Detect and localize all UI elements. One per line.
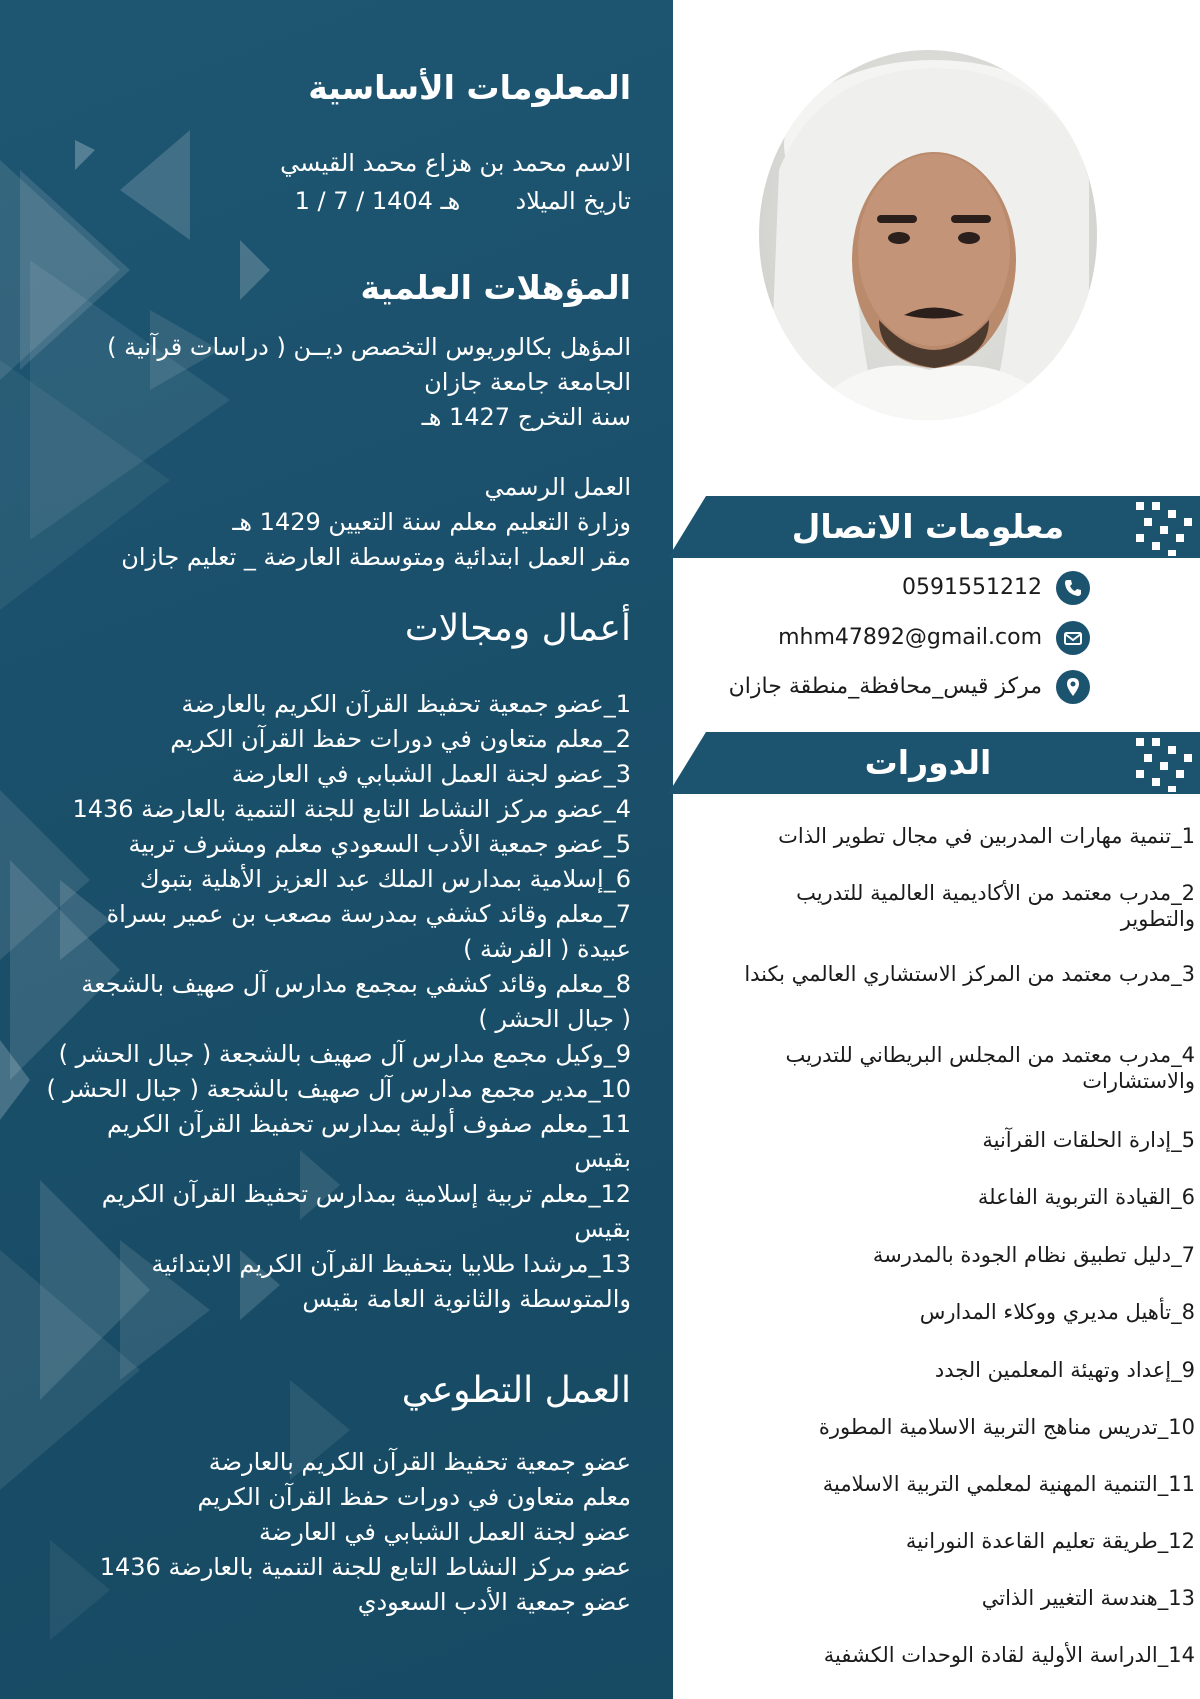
works-item: عبيدة ( الفرشة ) [463,935,631,963]
phone-icon [1056,571,1090,605]
volunteer-heading: العمل التطوعي [401,1370,631,1411]
course-item: 4_مدرب معتمد من المجلس البريطاني للتدريب والاستشارات [785,1043,1195,1093]
course-item: 11_التنمية المهنية لمعلمي التربية الاسلامية [822,1472,1195,1496]
profile-photo [759,50,1097,420]
course-item: 5_إدارة الحلقات القرآنية [982,1128,1195,1152]
location-icon [1056,670,1090,704]
course-item: 3_مدرب معتمد من المركز الاستشاري العالمي بكندا [744,962,1195,986]
right-panel [673,0,1200,1699]
works-heading: أعمال ومجالات [404,608,631,649]
basic-info-heading: المعلومات الأساسية [308,68,631,107]
email-icon [1056,621,1090,655]
qualification-line: المؤهل بكالوريوس التخصص ديــن ( دراسات قرآنية ) [107,333,631,361]
official-work-line: مقر العمل ابتدائية ومتوسطة العارضة _ تعليم جازان [121,543,631,571]
course-item: 10_تدريس مناهج التربية الاسلامية المطورة [818,1415,1195,1439]
qualifications-heading: المؤهلات العلمية [360,268,631,307]
courses-banner [668,732,1200,794]
volunteer-item: عضو مركز النشاط التابع للجنة التنمية بالعارضة 1436 [99,1553,631,1581]
volunteer-item: عضو لجنة العمل الشبابي في العارضة [258,1518,631,1546]
address-text: مركز قيس_محافظة_منطقة جازان [728,674,1042,699]
works-item: 10_مدير مجمع مدارس آل صهيف بالشجعة ( جبال الحشر ) [46,1075,631,1103]
email-text[interactable]: mhm47892@gmail.com [778,625,1042,650]
course-item: 6_القيادة التربوية الفاعلة [977,1185,1195,1209]
qualification-line: الجامعة جامعة جازان [424,368,631,396]
course-item: 9_إعداد وتهيئة المعلمين الجدد [934,1358,1195,1382]
works-item: 8_معلم وقائد كشفي بمجمع مدارس آل صهيف بالشجعة [81,970,631,998]
works-item: 6_إسلامية بمدارس الملك عبد العزيز الأهلية بتبوك [139,865,631,893]
works-item: 5_عضو جمعية الأدب السعودي معلم ومشرف تربية [128,830,631,858]
course-item: 13_هندسة التغيير الذاتي [981,1586,1195,1610]
birth-label: تاريخ الميلاد [515,187,631,215]
course-item: 8_تأهيل مديري ووكلاء المدارس [919,1300,1195,1324]
works-item: 2_معلم متعاون في دورات حفظ القرآن الكريم [170,725,631,753]
course-item: 7_دليل تطبيق نظام الجودة بالمدرسة [872,1243,1195,1267]
birth-value: 1 / 7 / 1404 هـ [294,187,461,215]
course-item: 2_مدرب معتمد من الأكاديمية العالمية للتدريب والتطوير [796,881,1195,931]
works-item: 3_عضو لجنة العمل الشبابي في العارضة [231,760,631,788]
works-item: ( جبال الحشر ) [478,1005,631,1033]
works-item: 1_عضو جمعية تحفيظ القرآن الكريم بالعارضة [181,690,631,718]
works-item: والمتوسطة والثانوية العامة بقيس [302,1285,631,1313]
works-item: 13_مرشدا طلابيا بتحفيظ القرآن الكريم الابتدائية [151,1250,631,1278]
works-item: 11_معلم صفوف أولية بمدارس تحفيظ القرآن الكريم [107,1110,631,1138]
official-work-line: وزارة التعليم معلم سنة التعيين 1429 هـ [232,508,631,536]
volunteer-item: عضو جمعية الأدب السعودي [357,1588,631,1616]
works-item: 7_معلم وقائد كشفي بمدرسة مصعب بن عمير بسراة [106,900,631,928]
official-work-line: العمل الرسمي [484,473,631,501]
volunteer-item: معلم متعاون في دورات حفظ القرآن الكريم [197,1483,631,1511]
birth-date-line [295,184,631,218]
name-line: الاسم محمد بن هزاع محمد القيسي [280,149,631,177]
contact-heading: معلومات الاتصال [791,507,1065,546]
works-item: بقيس [574,1215,631,1243]
course-item: 14_الدراسة الأولية لقادة الوحدات الكشفية [823,1643,1195,1667]
works-item: بقيس [574,1145,631,1173]
qualification-line: سنة التخرج 1427 هـ [421,403,631,431]
works-item: 12_معلم تربية إسلامية بمدارس تحفيظ القرآن الكريم [101,1180,631,1208]
volunteer-item: عضو جمعية تحفيظ القرآن الكريم بالعارضة [208,1448,631,1476]
course-item: 12_طريقة تعليم القاعدة النورانية [905,1529,1195,1553]
course-item: 1_تنمية مهارات المدربين في مجال تطوير الذات [778,824,1195,848]
phone-text[interactable]: 0591551212 [902,575,1042,600]
courses-heading: الدورات [864,743,992,782]
works-item: 9_وكيل مجمع مدارس آل صهيف بالشجعة ( جبال الحشر ) [58,1040,631,1068]
contact-banner [668,496,1200,558]
works-item: 4_عضو مركز النشاط التابع للجنة التنمية بالعارضة 1436 [72,795,631,823]
